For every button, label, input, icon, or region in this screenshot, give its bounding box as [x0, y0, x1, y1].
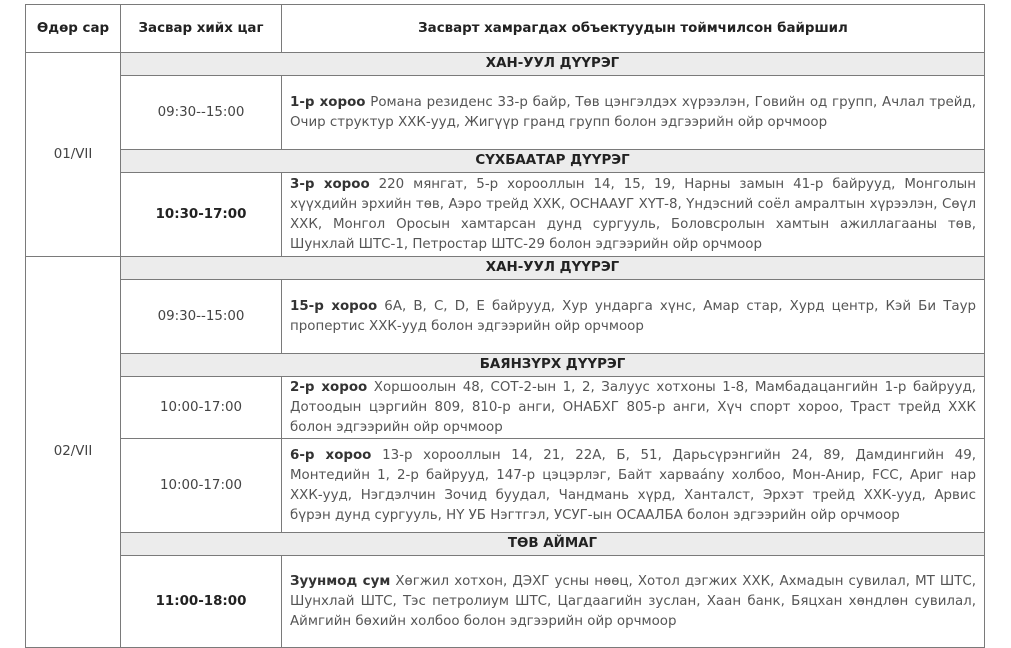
time-cell: 09:30--15:00 — [121, 280, 282, 354]
schedule-row — [26, 173, 985, 257]
district-row — [26, 257, 985, 280]
district-name: ТӨВ АЙМАГ — [121, 533, 985, 556]
area-name: 3-р хороо — [290, 176, 370, 192]
location-text: Хөгжил хотхон, ДЭХГ усны нөөц, Хотол дэгжих ХХК, Ахмадын сувилал, МТ ШТС, Шунхлай ШТС, Тэс петролиум ШТС, Цагдаагийн зуслан, Хаан банк, Бяцхан хөндлөн сувилал, Аймгийн бөхийн холбоо болон эдгээрийн ойр орчмоор — [290, 573, 976, 629]
location-text: Хоршоолын 48, СОТ-2-ын 1, 2, Залуус хотхоны 1-8, Мамбадацангийн 1-р байрууд, Дотоодын цэргийн 809, 810-р анги, ОНАБХГ 805-р анги, Хүч спорт хороо, Траст трейд ХХК болон эдгээрийн ойр орчмоор — [290, 379, 976, 435]
schedule-row — [26, 377, 985, 439]
district-name: СҮХБААТАР ДҮҮРЭГ — [121, 150, 985, 173]
location-cell — [282, 76, 985, 150]
location-cell — [282, 173, 985, 257]
maintenance-schedule-table — [25, 4, 985, 648]
location-cell — [282, 439, 985, 533]
location-text: Романа резиденс 33-р байр, Төв цэнгэлдэх хүрээлэн, Говийн од групп, Ачлал трейд, Очир структур ХХК-ууд, Жигүүр гранд групп болон эдгээрийн ойр орчмоор — [290, 94, 976, 130]
area-name: 6-р хороо — [290, 447, 372, 463]
location-text: 6А, B, C, D, E байрууд, Хур ундарга хүнс, Амар стар, Хурд центр, Кэй Би Таур пропертис ХХК-ууд болон эдгээрийн ойр орчмоор — [290, 298, 976, 334]
schedule-row — [26, 76, 985, 150]
location-cell — [282, 556, 985, 648]
area-name: 2-р хороо — [290, 379, 368, 395]
schedule-table-wrapper — [25, 4, 985, 648]
district-name: БАЯНЗҮРХ ДҮҮРЭГ — [121, 354, 985, 377]
location-cell — [282, 377, 985, 439]
date-cell: 01/VII — [26, 53, 121, 257]
location-text: 13-р хорооллын 14, 21, 22А, Б, 51, Дарьсүрэнгийн 24, 89, Дамдингийн 49, Монтедийн 1, 2-р байрууд, 147-р цэцэрлэг, Байт харваány холбоо, Мон-Анир, FCC, Ариг нар ХХК-ууд, Нэгдэлчин Зочид буудал, Чандмань хүрд, Ханталст, Эрхэт трейд ХХК-ууд, Арвис бүрэн дунд сургууль, НҮ УБ Нэгтгэл, УСУГ-ын ОСААЛБА болон эдгээрийн ойр орчмоор — [290, 447, 976, 523]
header-location: Засварт хамрагдах объектуудын тоймчилсон байршил — [282, 5, 985, 53]
time-cell: 10:30-17:00 — [121, 173, 282, 257]
district-row — [26, 150, 985, 173]
area-name: Зуунмод сум — [290, 573, 391, 589]
area-name: 15-р хороо — [290, 298, 378, 314]
header-date: Өдөр сар — [26, 5, 121, 53]
area-name: 1-р хороо — [290, 94, 366, 110]
district-name: ХАН-УУЛ ДҮҮРЭГ — [121, 257, 985, 280]
time-cell: 11:00-18:00 — [121, 556, 282, 648]
schedule-row — [26, 280, 985, 354]
location-cell — [282, 280, 985, 354]
time-cell: 10:00-17:00 — [121, 439, 282, 533]
district-row — [26, 53, 985, 76]
district-row — [26, 533, 985, 556]
district-row — [26, 354, 985, 377]
schedule-row — [26, 556, 985, 648]
header-row — [26, 5, 985, 53]
schedule-row — [26, 439, 985, 533]
date-cell: 02/VII — [26, 257, 121, 648]
time-cell: 10:00-17:00 — [121, 377, 282, 439]
header-time: Засвар хийх цаг — [121, 5, 282, 53]
location-text: 220 мянгат, 5-р хорооллын 14, 15, 19, Нарны замын 41-р байрууд, Монголын хүүхдийн эрхийн төв, Аэро трейд ХХК, ОСНААУГ ХҮТ-8, Үндэсний соёл амралтын хүрээлэн, Сөүл ХХК, Монгол Оросын хамтарсан дунд сургууль, Боловсролын хамтын ажиллагааны төв, Шунхлай ШТС-1, Петростар ШТС-29 болон эдгээрийн ойр орчмоор — [290, 176, 976, 252]
time-cell: 09:30--15:00 — [121, 76, 282, 150]
district-name: ХАН-УУЛ ДҮҮРЭГ — [121, 53, 985, 76]
